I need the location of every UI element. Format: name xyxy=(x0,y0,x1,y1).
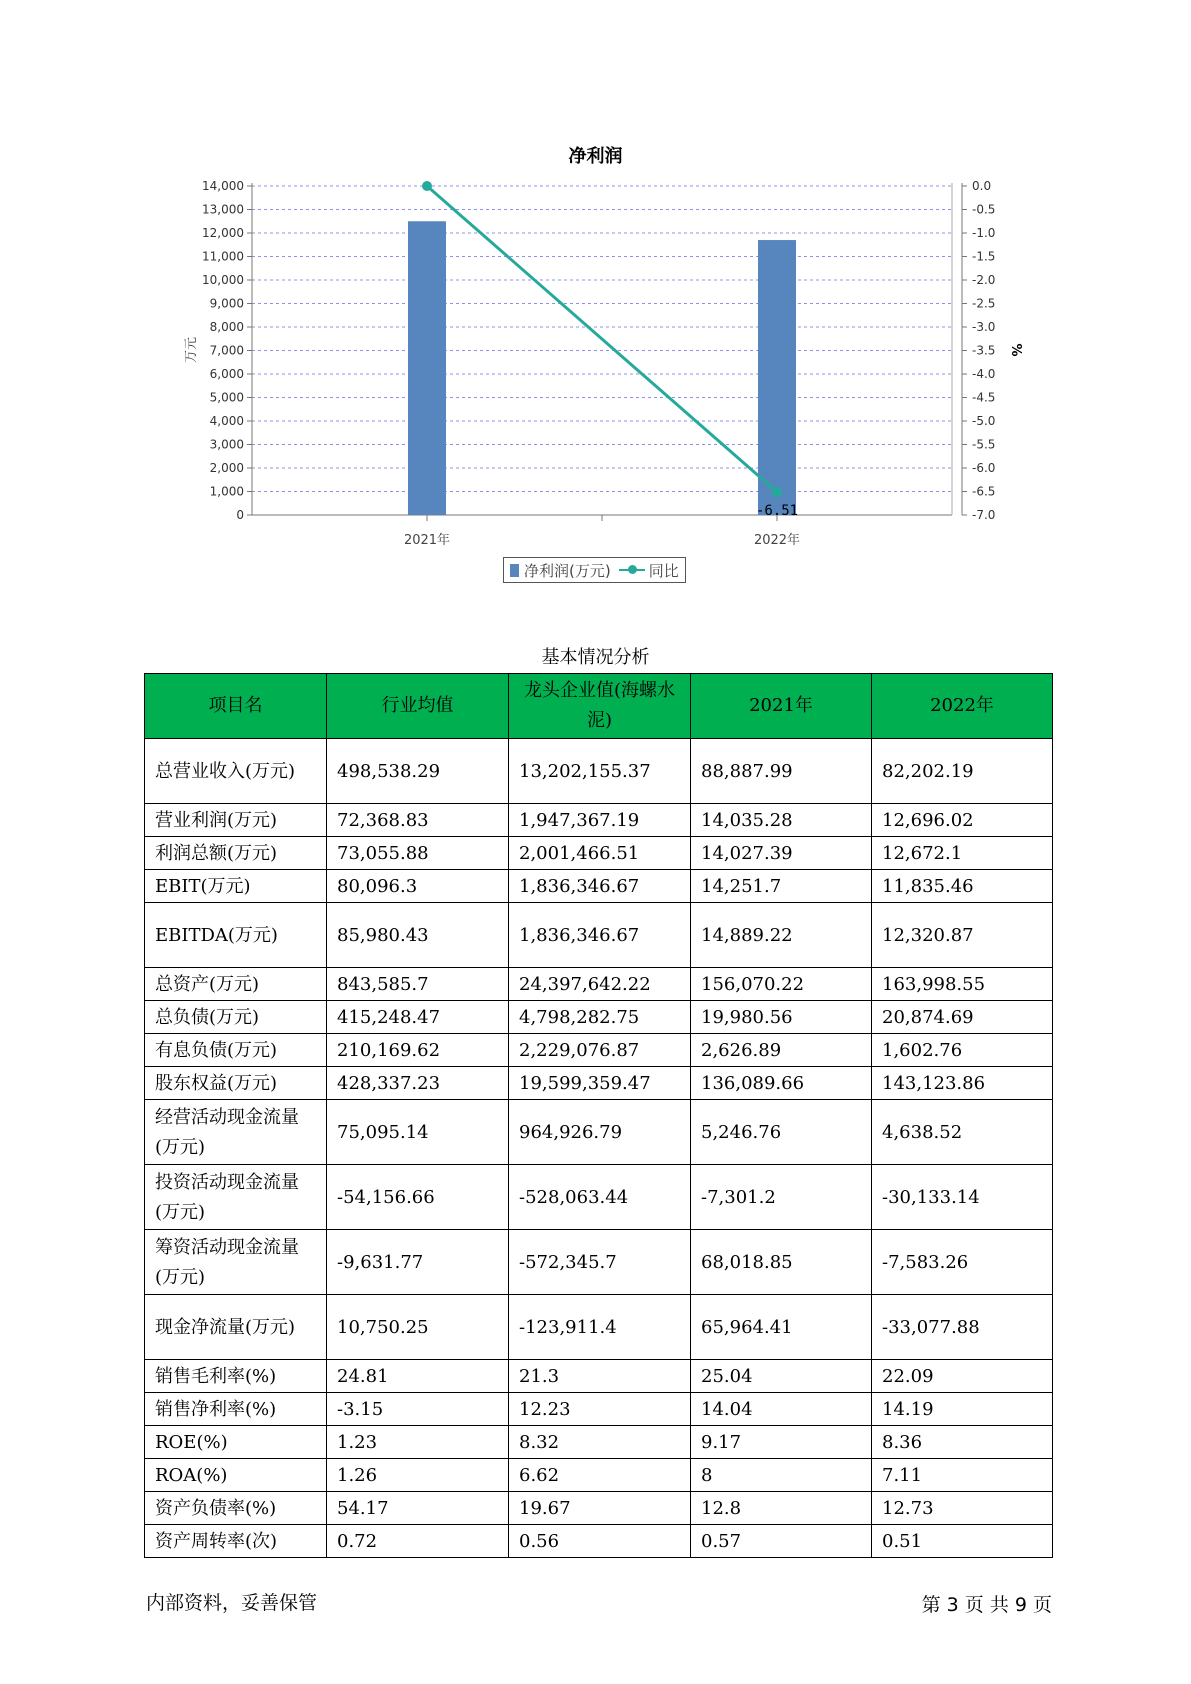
row-label-cell: 总营业收入(万元) xyxy=(145,739,327,804)
value-cell: 12,320.87 xyxy=(872,903,1053,968)
table-header-row xyxy=(145,674,1053,739)
table-row xyxy=(145,1360,1053,1393)
y2-tick-label: -1.0 xyxy=(972,226,996,240)
value-cell: 2,626.89 xyxy=(691,1034,872,1067)
value-cell: 1,836,346.67 xyxy=(509,870,691,903)
value-cell: 7.11 xyxy=(872,1459,1053,1492)
value-cell: 210,169.62 xyxy=(327,1034,509,1067)
y2-tick-label: 0.0 xyxy=(972,179,992,193)
value-cell: 8.32 xyxy=(509,1426,691,1459)
row-label-cell: 筹资活动现金流量(万元) xyxy=(145,1230,327,1295)
value-cell: 163,998.55 xyxy=(872,968,1053,1001)
legend-line-swatch xyxy=(619,563,645,577)
value-cell: 82,202.19 xyxy=(872,739,1053,804)
row-label-cell: 有息负债(万元) xyxy=(145,1034,327,1067)
bar-net-profit xyxy=(758,240,796,515)
y-tick-label: 7,000 xyxy=(209,343,244,358)
chart-title: 净利润 xyxy=(568,146,623,167)
header-2021: 2021年 xyxy=(691,674,872,739)
value-cell: 2,001,466.51 xyxy=(509,837,691,870)
y2-tick-label: -1.5 xyxy=(972,249,996,264)
row-label-cell: 投资活动现金流量(万元) xyxy=(145,1165,327,1230)
y-tick-label: 11,000 xyxy=(202,249,244,264)
y2-tick-label: -3.0 xyxy=(972,320,996,334)
y2-tick-label: -2.5 xyxy=(972,296,996,311)
value-cell: 964,926.79 xyxy=(509,1100,691,1165)
value-cell: 24.81 xyxy=(327,1360,509,1393)
footer-page-number: 第 3 页 共 9 页 xyxy=(921,1594,1052,1616)
table-row xyxy=(145,1067,1053,1100)
value-cell: 8 xyxy=(691,1459,872,1492)
y-tick-label: 1,000 xyxy=(209,484,244,499)
value-cell: 5,246.76 xyxy=(691,1100,872,1165)
value-cell: 72,368.83 xyxy=(327,804,509,837)
value-cell: -572,345.7 xyxy=(509,1230,691,1295)
value-cell: 12,696.02 xyxy=(872,804,1053,837)
table-row xyxy=(145,1001,1053,1034)
y-tick-label: 13,000 xyxy=(202,202,244,217)
value-cell: 12,672.1 xyxy=(872,837,1053,870)
chart-legend xyxy=(503,557,686,583)
legend-label-yoy: 同比 xyxy=(648,561,679,580)
header-industry-avg: 行业均值 xyxy=(327,674,509,739)
value-cell: 0.56 xyxy=(509,1525,691,1558)
row-label-cell: 资产负债率(%) xyxy=(145,1492,327,1525)
row-label-cell: ROA(%) xyxy=(145,1459,327,1492)
value-cell: -123,911.4 xyxy=(509,1295,691,1360)
line-yoy xyxy=(427,186,777,492)
x-tick-label: 2022年 xyxy=(753,533,801,548)
value-cell: 10,750.25 xyxy=(327,1295,509,1360)
value-cell: 19.67 xyxy=(509,1492,691,1525)
table-row xyxy=(145,1459,1053,1492)
value-cell: 14,251.7 xyxy=(691,870,872,903)
value-cell: 1,602.76 xyxy=(872,1034,1053,1067)
y2-tick-label: -4.5 xyxy=(972,390,996,405)
value-cell: 12.8 xyxy=(691,1492,872,1525)
value-cell: 136,089.66 xyxy=(691,1067,872,1100)
bar-net-profit xyxy=(408,221,446,515)
value-cell: 843,585.7 xyxy=(327,968,509,1001)
header-2022: 2022年 xyxy=(872,674,1053,739)
value-cell: 1,836,346.67 xyxy=(509,903,691,968)
y2-tick-label: -6.5 xyxy=(972,484,996,499)
table-row xyxy=(145,804,1053,837)
row-label-cell: 经营活动现金流量(万元) xyxy=(145,1100,327,1165)
value-cell: 0.57 xyxy=(691,1525,872,1558)
row-label-cell: 利润总额(万元) xyxy=(145,837,327,870)
row-label-cell: ROE(%) xyxy=(145,1426,327,1459)
value-cell: 1.26 xyxy=(327,1459,509,1492)
row-label-cell: 总资产(万元) xyxy=(145,968,327,1001)
value-cell: -3.15 xyxy=(327,1393,509,1426)
row-label-cell: 总负债(万元) xyxy=(145,1001,327,1034)
y-tick-label: 9,000 xyxy=(209,296,244,311)
value-cell: 88,887.99 xyxy=(691,739,872,804)
y2-tick-label: -5.5 xyxy=(972,437,996,452)
row-label-cell: EBIT(万元) xyxy=(145,870,327,903)
value-cell: 24,397,642.22 xyxy=(509,968,691,1001)
y2-tick-label: -0.5 xyxy=(972,202,996,217)
table-row xyxy=(145,1525,1053,1558)
header-item-name: 项目名 xyxy=(145,674,327,739)
value-cell: 9.17 xyxy=(691,1426,872,1459)
y-tick-label: 3,000 xyxy=(209,437,244,452)
y-tick-label: 14,000 xyxy=(202,179,244,193)
data-label-yoy: -6.51 xyxy=(755,502,799,519)
table-row xyxy=(145,1426,1053,1459)
value-cell: 73,055.88 xyxy=(327,837,509,870)
table-row xyxy=(145,1230,1053,1295)
y2-tick-label: -4.0 xyxy=(972,367,996,381)
value-cell: 14,035.28 xyxy=(691,804,872,837)
value-cell: 143,123.86 xyxy=(872,1067,1053,1100)
value-cell: 428,337.23 xyxy=(327,1067,509,1100)
value-cell: 12.73 xyxy=(872,1492,1053,1525)
table-row xyxy=(145,739,1053,804)
value-cell: 1,947,367.19 xyxy=(509,804,691,837)
value-cell: 19,980.56 xyxy=(691,1001,872,1034)
y-axis-label: 万元 xyxy=(184,336,199,364)
basic-analysis-table xyxy=(144,673,1053,1558)
net-profit-chart xyxy=(0,0,1191,560)
table-row xyxy=(145,870,1053,903)
header-leader-value: 龙头企业值(海螺水泥) xyxy=(509,674,691,739)
value-cell: 85,980.43 xyxy=(327,903,509,968)
value-cell: 14.19 xyxy=(872,1393,1053,1426)
row-label-cell: 销售毛利率(%) xyxy=(145,1360,327,1393)
x-tick-label: 2021年 xyxy=(403,533,451,548)
value-cell: 80,096.3 xyxy=(327,870,509,903)
value-cell: -33,077.88 xyxy=(872,1295,1053,1360)
table-row xyxy=(145,1492,1053,1525)
value-cell: 22.09 xyxy=(872,1360,1053,1393)
value-cell: 14.04 xyxy=(691,1393,872,1426)
value-cell: 75,095.14 xyxy=(327,1100,509,1165)
table-row xyxy=(145,837,1053,870)
value-cell: 1.23 xyxy=(327,1426,509,1459)
value-cell: 4,638.52 xyxy=(872,1100,1053,1165)
point-yoy xyxy=(772,487,782,497)
value-cell: 8.36 xyxy=(872,1426,1053,1459)
value-cell: -54,156.66 xyxy=(327,1165,509,1230)
value-cell: 11,835.46 xyxy=(872,870,1053,903)
value-cell: 4,798,282.75 xyxy=(509,1001,691,1034)
y-tick-label: 10,000 xyxy=(202,273,244,287)
value-cell: 25.04 xyxy=(691,1360,872,1393)
y-tick-label: 0 xyxy=(236,508,244,522)
value-cell: 14,889.22 xyxy=(691,903,872,968)
row-label-cell: 资产周转率(次) xyxy=(145,1525,327,1558)
y2-tick-label: -3.5 xyxy=(972,343,996,358)
table-row xyxy=(145,1393,1053,1426)
value-cell: 156,070.22 xyxy=(691,968,872,1001)
table-row xyxy=(145,903,1053,968)
y-tick-label: 8,000 xyxy=(209,320,244,334)
legend-bar-swatch xyxy=(510,564,519,577)
value-cell: 2,229,076.87 xyxy=(509,1034,691,1067)
value-cell: -30,133.14 xyxy=(872,1165,1053,1230)
table-row xyxy=(145,1100,1053,1165)
table-caption: 基本情况分析 xyxy=(541,647,650,668)
table-row xyxy=(145,1034,1053,1067)
table-row xyxy=(145,968,1053,1001)
value-cell: 498,538.29 xyxy=(327,739,509,804)
value-cell: 54.17 xyxy=(327,1492,509,1525)
row-label-cell: 现金净流量(万元) xyxy=(145,1295,327,1360)
y2-tick-label: -6.0 xyxy=(972,461,996,475)
table-row xyxy=(145,1165,1053,1230)
y2-tick-label: -5.0 xyxy=(972,414,996,428)
table-row xyxy=(145,1295,1053,1360)
value-cell: 19,599,359.47 xyxy=(509,1067,691,1100)
row-label-cell: 销售净利率(%) xyxy=(145,1393,327,1426)
value-cell: 13,202,155.37 xyxy=(509,739,691,804)
value-cell: -528,063.44 xyxy=(509,1165,691,1230)
value-cell: 20,874.69 xyxy=(872,1001,1053,1034)
value-cell: 68,018.85 xyxy=(691,1230,872,1295)
value-cell: 21.3 xyxy=(509,1360,691,1393)
value-cell: -7,583.26 xyxy=(872,1230,1053,1295)
value-cell: -7,301.2 xyxy=(691,1165,872,1230)
point-yoy xyxy=(422,181,432,191)
y-tick-label: 5,000 xyxy=(209,390,244,405)
row-label-cell: 营业利润(万元) xyxy=(145,804,327,837)
value-cell: 415,248.47 xyxy=(327,1001,509,1034)
value-cell: 6.62 xyxy=(509,1459,691,1492)
y-tick-label: 2,000 xyxy=(209,461,244,475)
y2-tick-label: -2.0 xyxy=(972,273,996,287)
value-cell: 14,027.39 xyxy=(691,837,872,870)
value-cell: 0.72 xyxy=(327,1525,509,1558)
row-label-cell: EBITDA(万元) xyxy=(145,903,327,968)
y2-tick-label: -7.0 xyxy=(972,508,996,522)
value-cell: 65,964.41 xyxy=(691,1295,872,1360)
y-tick-label: 4,000 xyxy=(209,414,244,428)
footer-confidential: 内部资料，妥善保管 xyxy=(146,1592,318,1614)
value-cell: -9,631.77 xyxy=(327,1230,509,1295)
y2-axis-label: % xyxy=(1008,343,1023,357)
legend-label-net-profit: 净利润(万元) xyxy=(524,561,611,580)
y-tick-label: 6,000 xyxy=(209,367,244,381)
value-cell: 0.51 xyxy=(872,1525,1053,1558)
value-cell: 12.23 xyxy=(509,1393,691,1426)
row-label-cell: 股东权益(万元) xyxy=(145,1067,327,1100)
y-tick-label: 12,000 xyxy=(202,226,244,240)
